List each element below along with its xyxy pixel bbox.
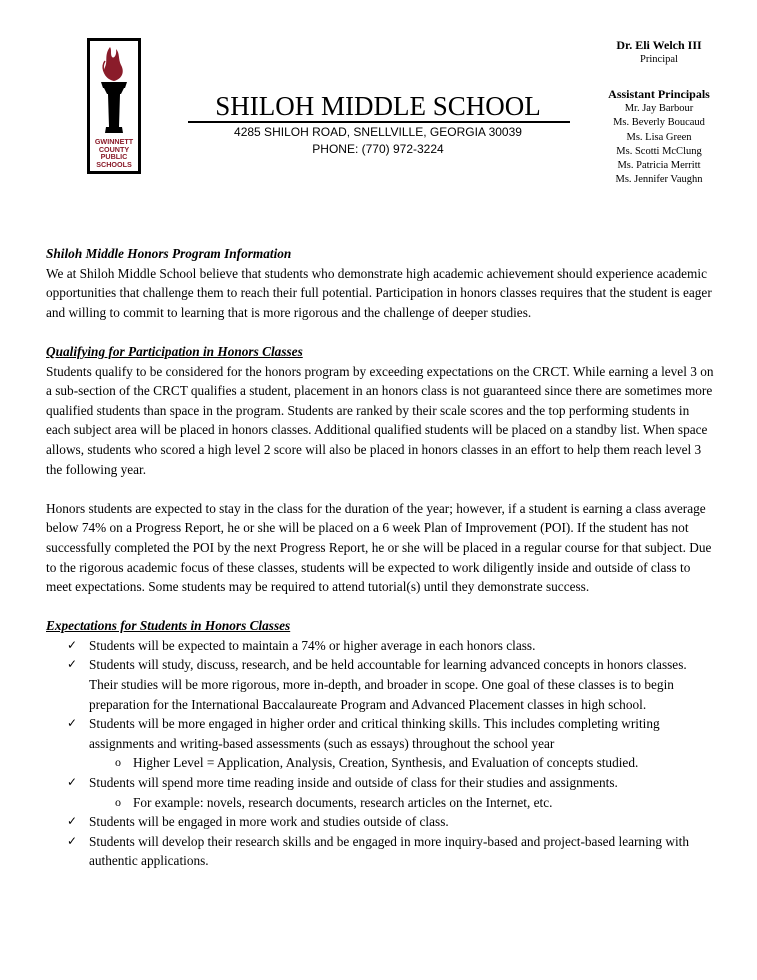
assistant-principal: Ms. Patricia Merritt [617, 160, 701, 172]
logo-text: GWINNETT COUNTY PUBLIC SCHOOLS [94, 137, 134, 169]
list-item: ✓ Students will spend more time reading inside and outside of class for their studies and assignments. o For example: novels, research documents, research articles on the Internet, etc. [46, 773, 714, 812]
school-phone: PHONE: (770) 972-3224 [312, 142, 444, 156]
circle-bullet-icon: o [115, 755, 121, 770]
assistant-principal: Ms. Jennifer Vaughn [615, 174, 703, 186]
list-item: ✓ Students will study, discuss, research, and be held accountable for learning advanced concepts in honors classes. Their studies will be more rigorous, more in-depth, and broader in scope. One goal of these classes is to begin preparation for the International Baccalaureate Program and Advanced Placement classes in high school. [67, 657, 687, 712]
qualifying-paragraph: Students qualify to be considered for the honors program by exceeding expectations on the CRCT. While earning a level 3 on a sub-section of the CRCT qualifies a student, placement in an honors class is not guaranteed since there are sometimes more qualified students than space in the program. Students are ranked by their scale scores and the top performing students in each subject area will be placed in honors classes. Additional qualified students will be placed on a standby list. When space allows, students who scored a high level 2 score will also be placed in honors classes in an effort to help them reach level 3 the following year. [46, 363, 714, 477]
sub-list [89, 753, 714, 773]
list-item: ✓ Students will be more engaged in higher order and critical thinking skills. This includes completing writing assignments and writing-based assessments (such as essays) throughout the school year o Higher Level = Application, Analysis, Creation, Synthesis, and Evaluation of concepts studied. [46, 714, 714, 773]
info-heading: Shiloh Middle Honors Program Information [46, 246, 292, 261]
assistant-principals-title: Assistant Principals [608, 87, 710, 102]
sub-list-item: o Higher Level = Application, Analysis, Creation, Synthesis, and Evaluation of concepts studied. [46, 753, 714, 773]
checkmark-icon: ✓ [67, 637, 78, 652]
assistant-principal: Ms. Scotti McClung [616, 145, 702, 157]
school-name: SHILOH MIDDLE SCHOOL [215, 91, 541, 121]
circle-bullet-icon: o [115, 794, 121, 809]
checkmark-icon: ✓ [67, 716, 78, 731]
assistant-principal: Ms. Beverly Boucaud [613, 117, 705, 129]
expectations-heading: Expectations for Students in Honors Classes [46, 618, 291, 634]
list-item: ✓ Students will develop their research skills and be engaged in more inquiry-based and project-based learning with authentic applications. [67, 833, 690, 869]
qualifying-heading: Qualifying for Participation in Honors Classes [46, 343, 303, 359]
district-logo [87, 38, 141, 174]
document-body [46, 244, 714, 871]
info-paragraph: We at Shiloh Middle School believe that students who demonstrate high academic achievement should experience academic opportunities that challenge them to reach their full potential. Participation in honors classes requires that the student is eager and willing to commit to learning that is more rigorous and the challenge of deeper studies. [46, 265, 712, 320]
assistant-principal: Mr. Jay Barbour [624, 103, 694, 115]
principal-name: Dr. Eli Welch III [616, 38, 702, 52]
sub-list [89, 793, 714, 813]
sub-list-item: o For example: novels, research documents, research articles on the Internet, etc. [46, 793, 714, 813]
list-item: ✓ Students will be expected to maintain a 74% or higher average in each honors class. [46, 636, 714, 656]
title-divider [188, 121, 570, 123]
school-address: 4285 SHILOH ROAD, SNELLVILLE, GEORGIA 30039 [234, 125, 522, 139]
expectations-list [46, 636, 714, 871]
honors-expectations-paragraph: Honors students are expected to stay in the class for the duration of the year; however, if a student is earning a class average below 74% on a Progress Report, he or she will be placed on a 6 week Plan of Improvement (POI). If the student has not successfully completed the POI by the next Progress Report, he or she will be placed in a regular course for that subject. Due to the rigorous academic focus of these classes, students will be expected to work diligently inside and outside of class to meet expectations. Some students may be required to attend tutorial(s) until they demonstrate success. [46, 500, 712, 595]
checkmark-icon: ✓ [67, 657, 78, 672]
assistant-principal: Ms. Lisa Green [626, 131, 692, 143]
checkmark-icon: ✓ [67, 775, 78, 790]
checkmark-icon: ✓ [67, 814, 78, 829]
principal-title: Principal [640, 54, 678, 65]
staff-list [588, 38, 730, 187]
list-item: ✓ Students will be engaged in more work and studies outside of class. [46, 812, 714, 832]
checkmark-icon: ✓ [67, 833, 78, 848]
